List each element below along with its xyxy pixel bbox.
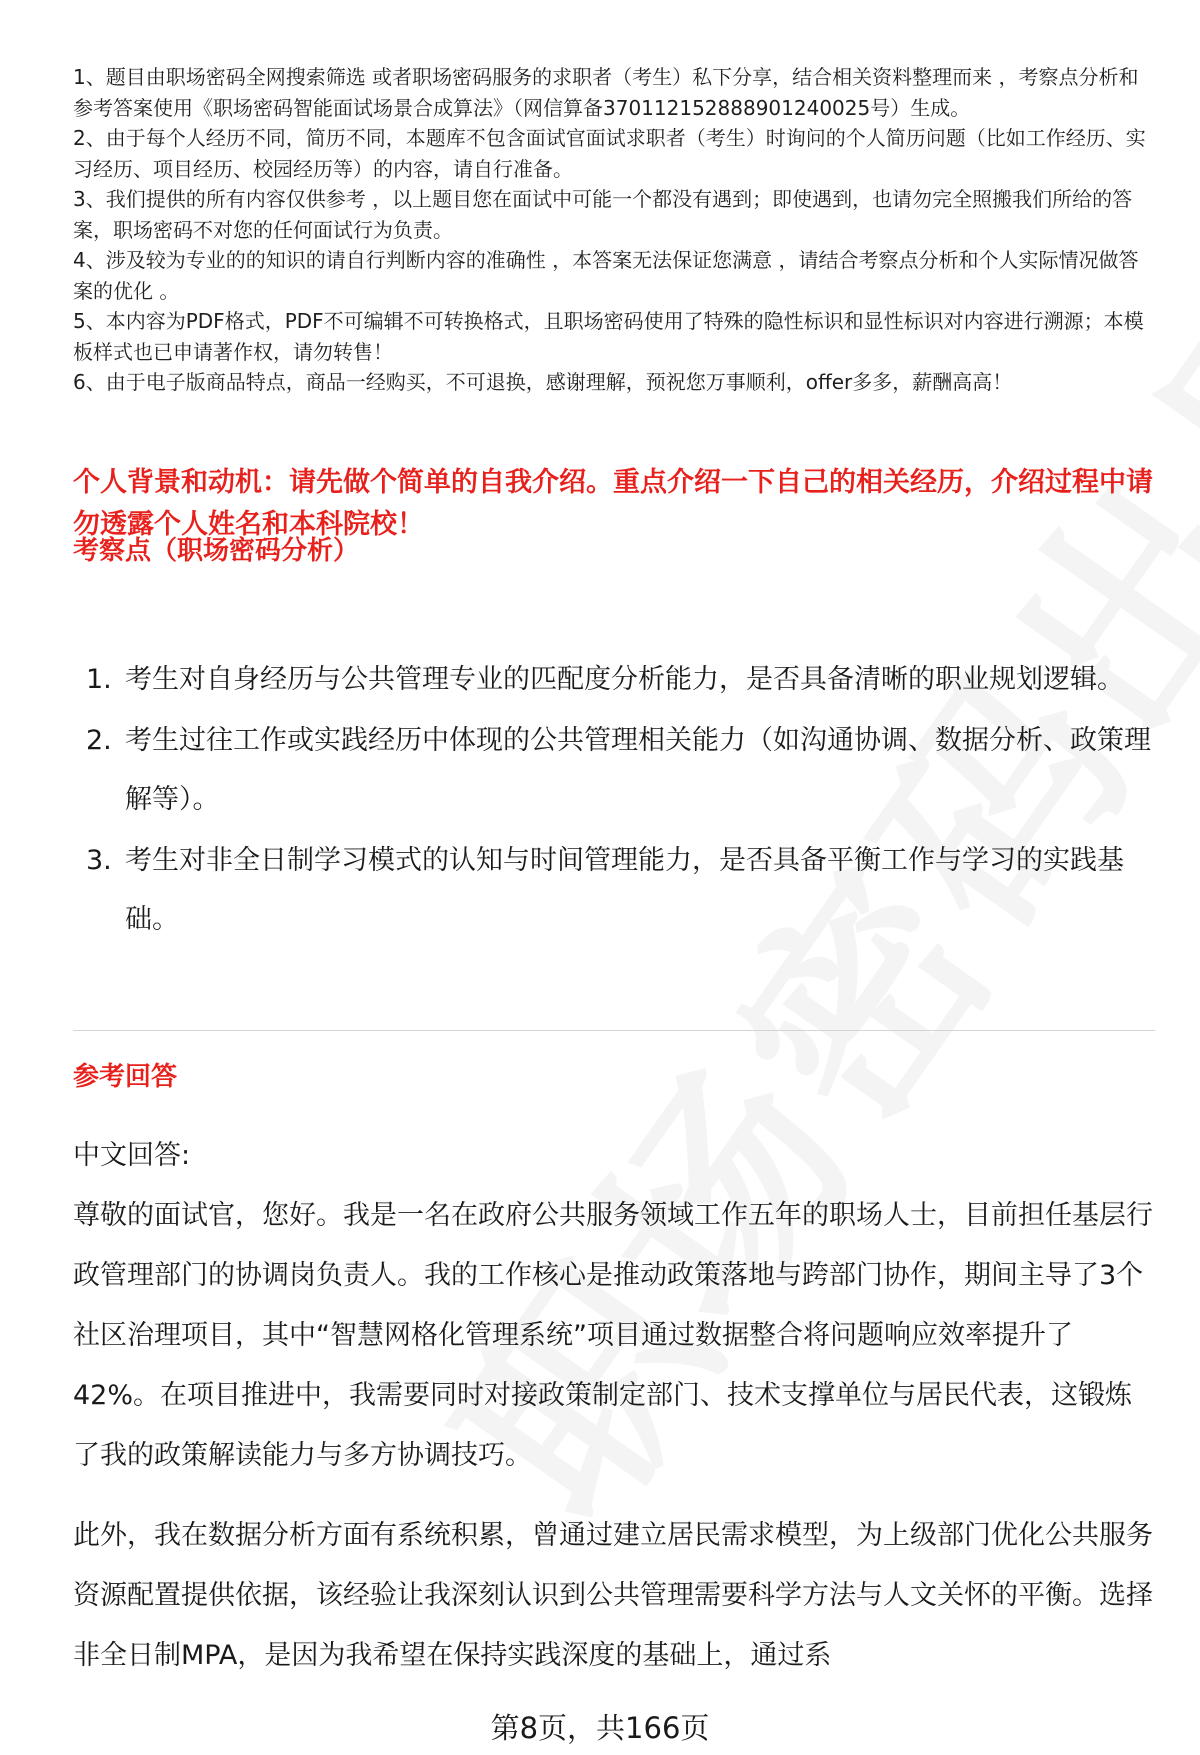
answer-paragraph: 此外，我在数据分析方面有系统积累，曾通过建立居民需求模型，为上级部门优化公共服务资源配置提供依据，该经验让我深刻认识到公共管理需要科学方法与人文关怀的平衡。选择非全日制MPA，是因为我希望在保持实践深度的基础上，通过系 [73, 1520, 1153, 1671]
point-number: 3. [86, 845, 112, 876]
answer-label: 中文回答: [73, 1140, 191, 1171]
note-item: 2、由于每个人经历不同，简历不同，本题库不包含面试官面试求职者（考生）时询问的个人简历问题（比如工作经历、实习经历、项目经历、校园经历等）的内容，请自行准备。 [73, 126, 1146, 181]
point-text: 考生对非全日制学习模式的认知与时间管理能力，是否具备平衡工作与学习的实践基础。 [125, 845, 1124, 935]
analysis-point [73, 650, 1153, 709]
note-item: 3、我们提供的所有内容仅供参考 ，以上题目您在面试中可能一个都没有遇到；即使遇到，也请勿完全照搬我们所给的答案，职场密码不对您的任何面试行为负责。 [73, 187, 1133, 242]
page-number: 第8页，共166页 [490, 1711, 710, 1745]
analysis-points [73, 650, 1153, 951]
reference-heading: 参考回答 [73, 1062, 178, 1092]
point-number: 1. [86, 664, 112, 695]
answer-paragraph: 尊敬的面试官，您好。我是一名在政府公共服务领域工作五年的职场人士，目前担任基层行政管理部门的协调岗负责人。我的工作核心是推动政策落地与跨部门协作，期间主导了3个社区治理项目，其中“智慧网格化管理系统”项目通过数据整合将问题响应效率提升了42%。在项目推进中，我需要同时对接政策制定部门、技术支撑单位与居民代表，这锻炼了我的政策解读能力与多方协调技巧。 [73, 1200, 1153, 1471]
note-item: 4、涉及较为专业的的知识的请自行判断内容的准确性 ，本答案无法保证您满意 ，请结合考察点分析和个人实际情况做答案的优化 。 [73, 248, 1139, 303]
note-item: 6、由于电子版商品特点，商品一经购买，不可退换，感谢理解，预祝您万事顺利，offer多多，薪酬高高！ [73, 370, 1013, 394]
interview-question: 个人背景和动机：请先做个简单的自我介绍。重点介绍一下自己的相关经历，介绍过程中请勿透露个人姓名和本科院校！ [73, 467, 1153, 540]
analysis-heading: 考察点（职场密码分析） [73, 536, 360, 566]
disclaimer-notes [73, 62, 1153, 398]
reference-answer [73, 1126, 1155, 1686]
note-item: 5、本内容为PDF格式，PDF不可编辑不可转换格式，且职场密码使用了特殊的隐性标识和显性标识对内容进行溯源；本模板样式也已申请著作权，请勿转售！ [73, 309, 1144, 364]
point-text: 考生过往工作或实践经历中体现的公共管理相关能力（如沟通协调、数据分析、政策理解等）。 [125, 725, 1151, 815]
analysis-point [73, 831, 1153, 949]
section-divider [73, 1030, 1155, 1031]
analysis-point [73, 711, 1153, 829]
point-text: 考生对自身经历与公共管理专业的匹配度分析能力，是否具备清晰的职业规划逻辑。 [125, 664, 1124, 695]
point-number: 2. [86, 725, 112, 756]
note-item: 1、题目由职场密码全网搜索筛选 或者职场密码服务的求职者（考生）私下分享，结合相关资料整理而来 ，考察点分析和参考答案使用《职场密码智能面试场景合成算法》（网信算备370112152888901240025号）生成。 [73, 65, 1139, 120]
